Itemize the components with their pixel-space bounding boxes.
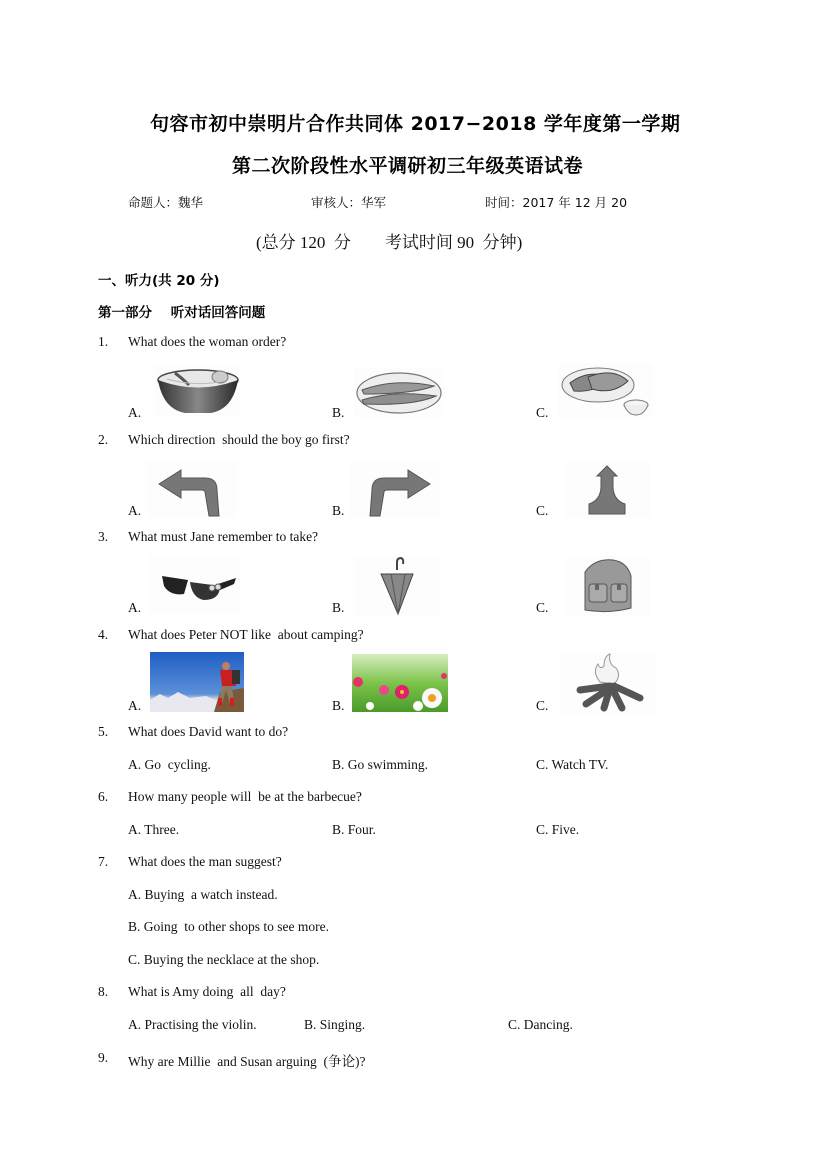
question-text: What does Peter NOT like about camping? [128,627,364,642]
question-text: Why are Millie and Susan arguing (争论)? [128,1054,366,1069]
question-number: 5. [98,724,109,739]
option-c[interactable]: C. Watch TV. [536,757,609,772]
hiker-on-mountain-image[interactable] [150,652,244,712]
question-text: What does the man suggest? [128,854,282,869]
question-number: 2. [98,432,109,447]
flower-meadow-image[interactable] [352,654,448,712]
option-c[interactable]: C. Buying the necklace at the shop. [128,952,320,967]
turn-right-arrow-image[interactable] [350,460,440,518]
fried-prawns-plate-image[interactable] [354,368,444,418]
date-label: 时间：2017 年 12 月 20 [485,195,628,210]
part-heading: 第一部分 听对话回答问题 [98,305,266,321]
section-heading: 一、听力(共 20 分) [98,273,220,289]
straight-ahead-arrow-image[interactable] [565,460,650,518]
option-label-b[interactable]: B. [332,698,345,713]
question-text: What does David want to do? [128,724,289,739]
turn-left-arrow-image[interactable] [147,460,237,518]
question-number: 6. [98,789,109,804]
option-label-b[interactable]: B. [332,600,345,615]
question-text: What must Jane remember to take? [128,529,319,544]
noodle-bowl-image[interactable] [155,365,241,417]
author-label: 命题人：魏华 [128,195,204,210]
option-a[interactable]: A. Practising the violin. [128,1017,257,1032]
question-text: What is Amy doing all day? [128,984,286,999]
question-number: 1. [98,334,109,349]
question-number: 7. [98,854,109,869]
option-b[interactable]: B. Singing. [304,1017,366,1032]
option-label-c[interactable]: C. [536,698,549,713]
option-c[interactable]: C. Five. [536,822,580,837]
option-label-c[interactable]: C. [536,405,549,420]
option-label-a[interactable]: A. [128,698,142,713]
question-number: 9. [98,1050,109,1065]
option-label-a[interactable]: A. [128,600,142,615]
backpack-image[interactable] [565,556,650,616]
option-c[interactable]: C. Dancing. [508,1017,573,1032]
fish-plate-with-rice-image[interactable] [558,363,653,418]
option-label-b[interactable]: B. [332,503,345,518]
option-label-b[interactable]: B. [332,405,345,420]
option-label-c[interactable]: C. [536,503,549,518]
option-a[interactable]: A. Buying a watch instead. [128,887,278,902]
option-a[interactable]: A. Three. [128,822,180,837]
question-number: 3. [98,529,109,544]
question-number: 8. [98,984,109,999]
option-label-c[interactable]: C. [536,600,549,615]
option-b[interactable]: B. Going to other shops to see more. [128,919,329,934]
sunglasses-image[interactable] [148,556,240,614]
option-label-a[interactable]: A. [128,405,142,420]
option-a[interactable]: A. Go cycling. [128,757,211,772]
question-text: Which direction should the boy go first? [128,432,350,447]
exam-title-line1: 句容市初中崇明片合作共同体 2017−2018 学年度第一学期 [150,113,681,135]
option-b[interactable]: B. Go swimming. [332,757,429,772]
exam-title-line2: 第二次阶段性水平调研初三年级英语试卷 [232,155,584,177]
campfire-image[interactable] [560,652,655,714]
umbrella-image[interactable] [355,556,440,616]
option-label-a[interactable]: A. [128,503,142,518]
question-text: What does the woman order? [128,334,287,349]
score-time-info: (总分 120 分 考试时间 90 分钟) [256,233,523,252]
option-b[interactable]: B. Four. [332,822,376,837]
question-text: How many people will be at the barbecue? [128,789,362,804]
question-number: 4. [98,627,109,642]
reviewer-label: 审核人：华军 [311,195,387,210]
